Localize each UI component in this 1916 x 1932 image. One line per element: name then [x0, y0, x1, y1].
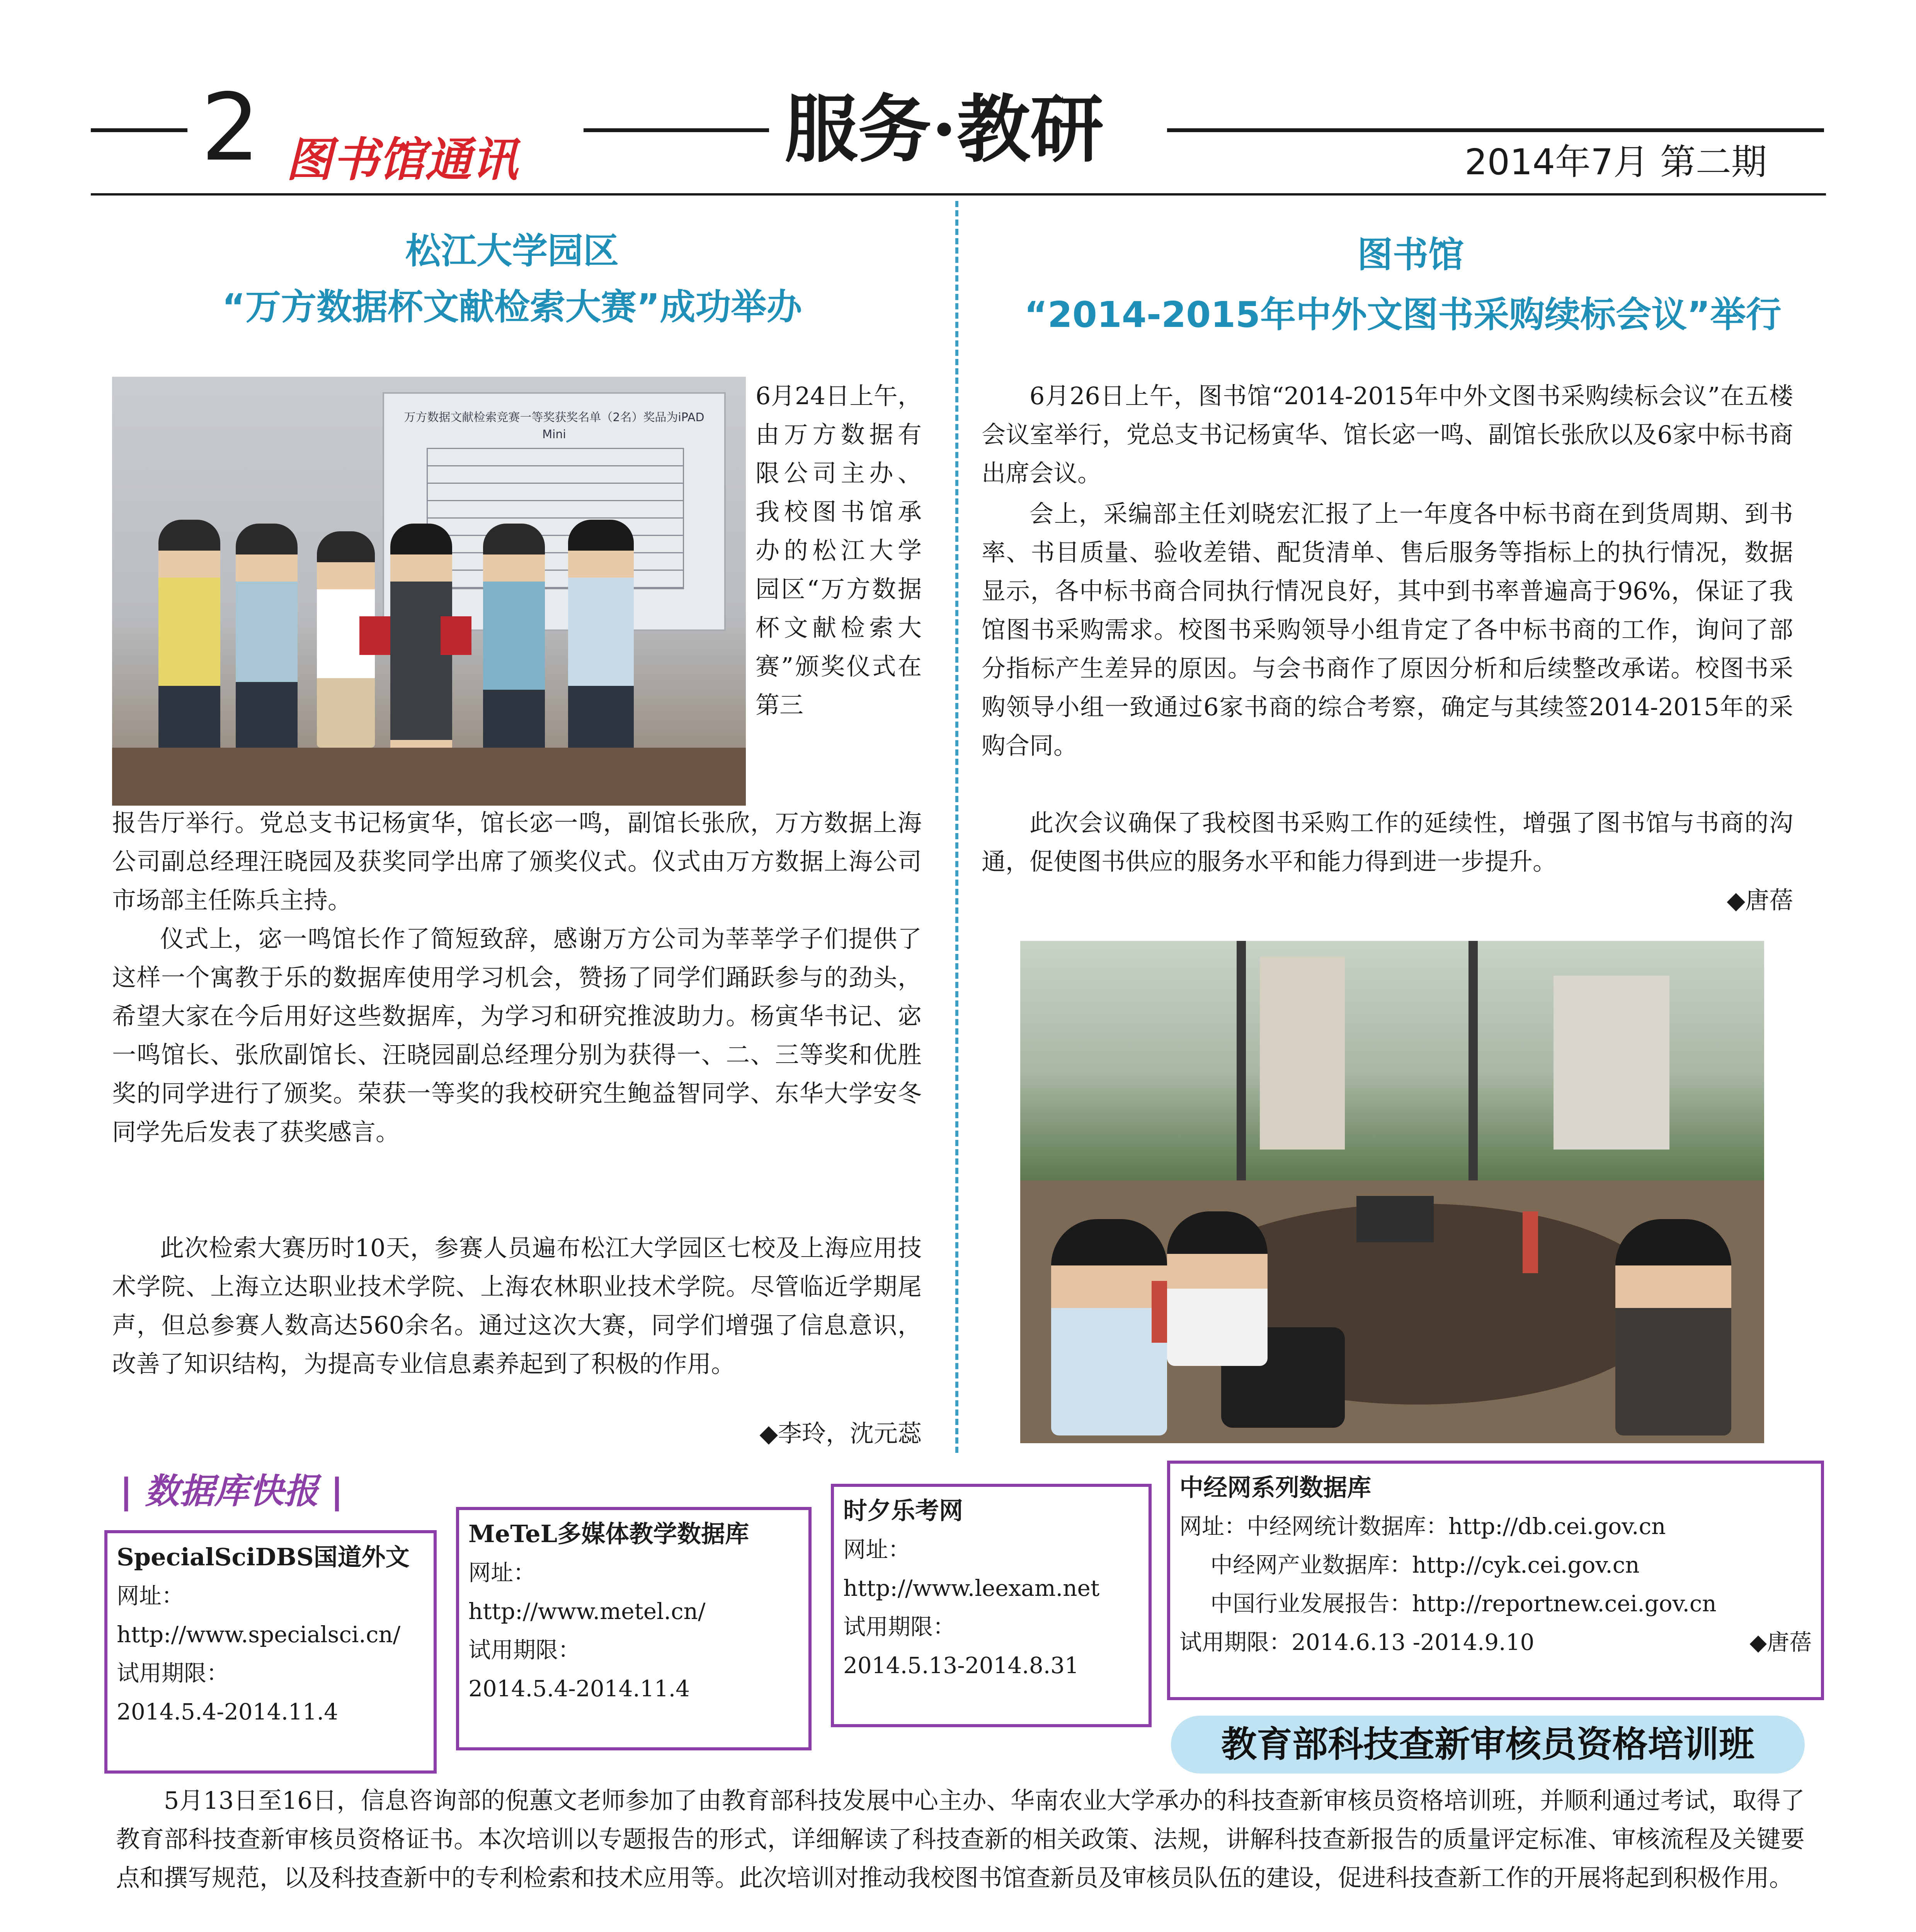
database-trial-period: 2014.5.4-2014.11.4 [468, 1675, 690, 1702]
database-trial-period: 2014.5.13-2014.8.31 [843, 1652, 1079, 1679]
right-article-title-line1: 图书馆 [1357, 234, 1464, 276]
database-trial-period: 2014.5.4-2014.11.4 [117, 1699, 339, 1725]
right-article-paragraph-1: 6月26日上午，图书馆“2014-2015年中外文图书采购续标会议”在五楼会议室举行，党总支书记杨寅华、馆长宓一鸣、副馆长张欣以及6家中标书商出席会议。 [982, 382, 1793, 487]
person [1051, 1219, 1167, 1435]
database-box-cei [1167, 1461, 1824, 1700]
left-article-paragraph-2: 仪式上，宓一鸣馆长作了简短致辞，感谢万方公司为莘莘学子们提供了这样一个寓教于乐的数据库使用学习机会，赞扬了同学们踊跃参与的劲头，希望大家在今后用好这些数据库，为学习和研究推波助力。杨寅华书记、宓一鸣馆长、张欣副馆长、汪晓园副总经理分别为获得一、二、三等奖和优胜奖的同学进行了颁奖。荣获一等奖的我校研究生鲍益智同学、东华大学安冬同学先后发表了获奖感言。 [112, 925, 922, 1146]
award-certificate [359, 616, 390, 655]
lecture-desk [112, 748, 746, 806]
database-url-label: 网址： [468, 1560, 536, 1586]
database-url[interactable]: http://www.specialsci.cn/ [117, 1621, 401, 1648]
building [1554, 976, 1669, 1150]
database-box-signature: ◆唐蓓 [1749, 1629, 1812, 1655]
window-frame [1468, 941, 1478, 1180]
database-trial-label: 试用期限： [843, 1614, 956, 1640]
building [1260, 956, 1345, 1150]
training-banner-1: 教育部科技查新审核员资格培训班 [1171, 1716, 1805, 1774]
left-article-paragraph-1: 报告厅举行。党总支书记杨寅华，馆长宓一鸣，副馆长张欣，万方数据上海公司副总经理汪晓园及获奖同学出席了颁奖仪式。仪式由万方数据上海公司市场部主任陈兵主持。 [112, 809, 922, 914]
page-number: 2 [201, 73, 260, 182]
database-url[interactable]: 中经网产业数据库：http://cyk.cei.gov.cn [1210, 1552, 1640, 1578]
header-rule-left [91, 128, 187, 132]
database-box-specialsci [104, 1530, 437, 1774]
column-divider [955, 201, 958, 1453]
newsletter-logo: 图书馆通讯 [286, 133, 518, 187]
database-news-heading: | 数据库快报 | [120, 1471, 344, 1512]
water-bottles [1152, 1281, 1167, 1343]
person [1167, 1211, 1268, 1366]
header-rule-right [1167, 128, 1824, 132]
laptop [1356, 1196, 1434, 1242]
water-bottles [1523, 1211, 1538, 1273]
award-ceremony-photo [112, 377, 746, 806]
database-title: SpecialSciDBS国道外文 [117, 1543, 410, 1571]
window-frame [1237, 941, 1246, 1180]
database-title: 时夕乐考网 [843, 1497, 963, 1525]
database-url-label: 网址： [117, 1583, 184, 1609]
person [1615, 1219, 1731, 1435]
right-article-paragraph-3: 此次会议确保了我校图书采购工作的延续性，增强了图书馆与书商的沟通，促使图书供应的服务水平和能力得到进一步提升。 [982, 809, 1793, 876]
database-trial-label: 试用期限： [468, 1637, 581, 1663]
person [158, 520, 220, 752]
screen-table [427, 448, 684, 589]
database-title: 中经网系列数据库 [1179, 1473, 1371, 1502]
right-article-title-line2: “2014-2015年中外文图书采购续标会议”举行 [1024, 294, 1782, 335]
left-article-title-line2: “万方数据杯文献检索大赛”成功举办 [222, 286, 802, 328]
training-text-1: 5月13日至16日，信息咨询部的倪蕙文老师参加了由教育部科技发展中心主办、华南农业大学承办的科技查新审核员资格培训班，并顺利通过考试，取得了教育部科技查新审核员资格证书。本次培训以专题报告的形式，详细解读了科技查新的相关政策、法规，讲解科技查新报告的质量评定标准、审核流程及关键要点和撰写规范，以及科技查新中的专利检索和技术应用等。此次培训对推动我校图书馆查新员及审核员队伍的建设，促进科技查新工作的开展将起到积极作用。 [116, 1786, 1805, 1892]
header-rule-mid [584, 128, 769, 132]
database-box-leexam [831, 1484, 1152, 1727]
meeting-room-photo [1020, 941, 1764, 1443]
issue-date: 2014年7月 第二期 [1465, 141, 1767, 183]
award-certificate [441, 616, 471, 655]
database-trial-period: 试用期限：2014.6.13 -2014.9.10 [1179, 1629, 1535, 1655]
right-article-paragraph-2: 会上，采编部主任刘晓宏汇报了上一年度各中标书商在到货周期、到书率、书目质量、验收差错、配货清单、售后服务等指标上的执行情况，数据显示，各中标书商合同执行情况良好，其中到书率普遍高于96%，保证了我馆图书采购需求。校图书采购领导小组肯定了各中标书商的工作，询问了部分指标产生差异的原因。与会书商作了原因分析和后续整改承诺。校图书采购领导小组一致通过6家书商的综合考察，确定与其续签2014-2015年的采购合同。 [982, 500, 1793, 760]
left-article-signature: ◆李玲，沈元蕊 [759, 1419, 922, 1447]
database-box-metel [456, 1507, 812, 1750]
database-url[interactable]: 中国行业发展报告：http://reportnew.cei.gov.cn [1210, 1590, 1717, 1617]
database-url[interactable]: http://www.leexam.net [843, 1575, 1100, 1601]
header-rule-bottom [91, 193, 1826, 196]
right-article-signature: ◆唐蓓 [1727, 886, 1793, 914]
person [236, 524, 298, 752]
database-url[interactable]: 网址：中经网统计数据库：http://db.cei.gov.cn [1179, 1513, 1666, 1539]
database-url[interactable]: http://www.metel.cn/ [468, 1598, 706, 1624]
section-title: 服务·教研 [784, 86, 1104, 172]
database-trial-row [1179, 1623, 1812, 1662]
left-article-paragraph-3: 此次检索大赛历时10天，参赛人员遍布松江大学园区七校及上海应用技术学院、上海立达职业技术学院、上海农林职业技术学院。尽管临近学期尾声，但总参赛人数高达560余名。通过这次大赛，同学们增强了信息意识，改善了知识结构，为提高专业信息素养起到了积极的作用。 [112, 1234, 922, 1378]
person [568, 520, 634, 752]
database-trial-label: 试用期限： [117, 1660, 229, 1686]
database-url-label: 网址： [843, 1536, 911, 1563]
left-article-title-line1: 松江大学园区 [405, 230, 619, 272]
left-article-side-text: 6月24日上午，由万方数据有限公司主办、我校图书馆承办的松江大学园区“万方数据杯文献检索大赛”颁奖仪式在第三 [756, 382, 922, 719]
database-title: MeTeL多媒体教学数据库 [468, 1520, 749, 1548]
person [483, 524, 545, 752]
screen-caption: 万方数据文献检索竞赛一等奖获奖名单（2名）奖品为iPAD Mini [404, 411, 704, 441]
